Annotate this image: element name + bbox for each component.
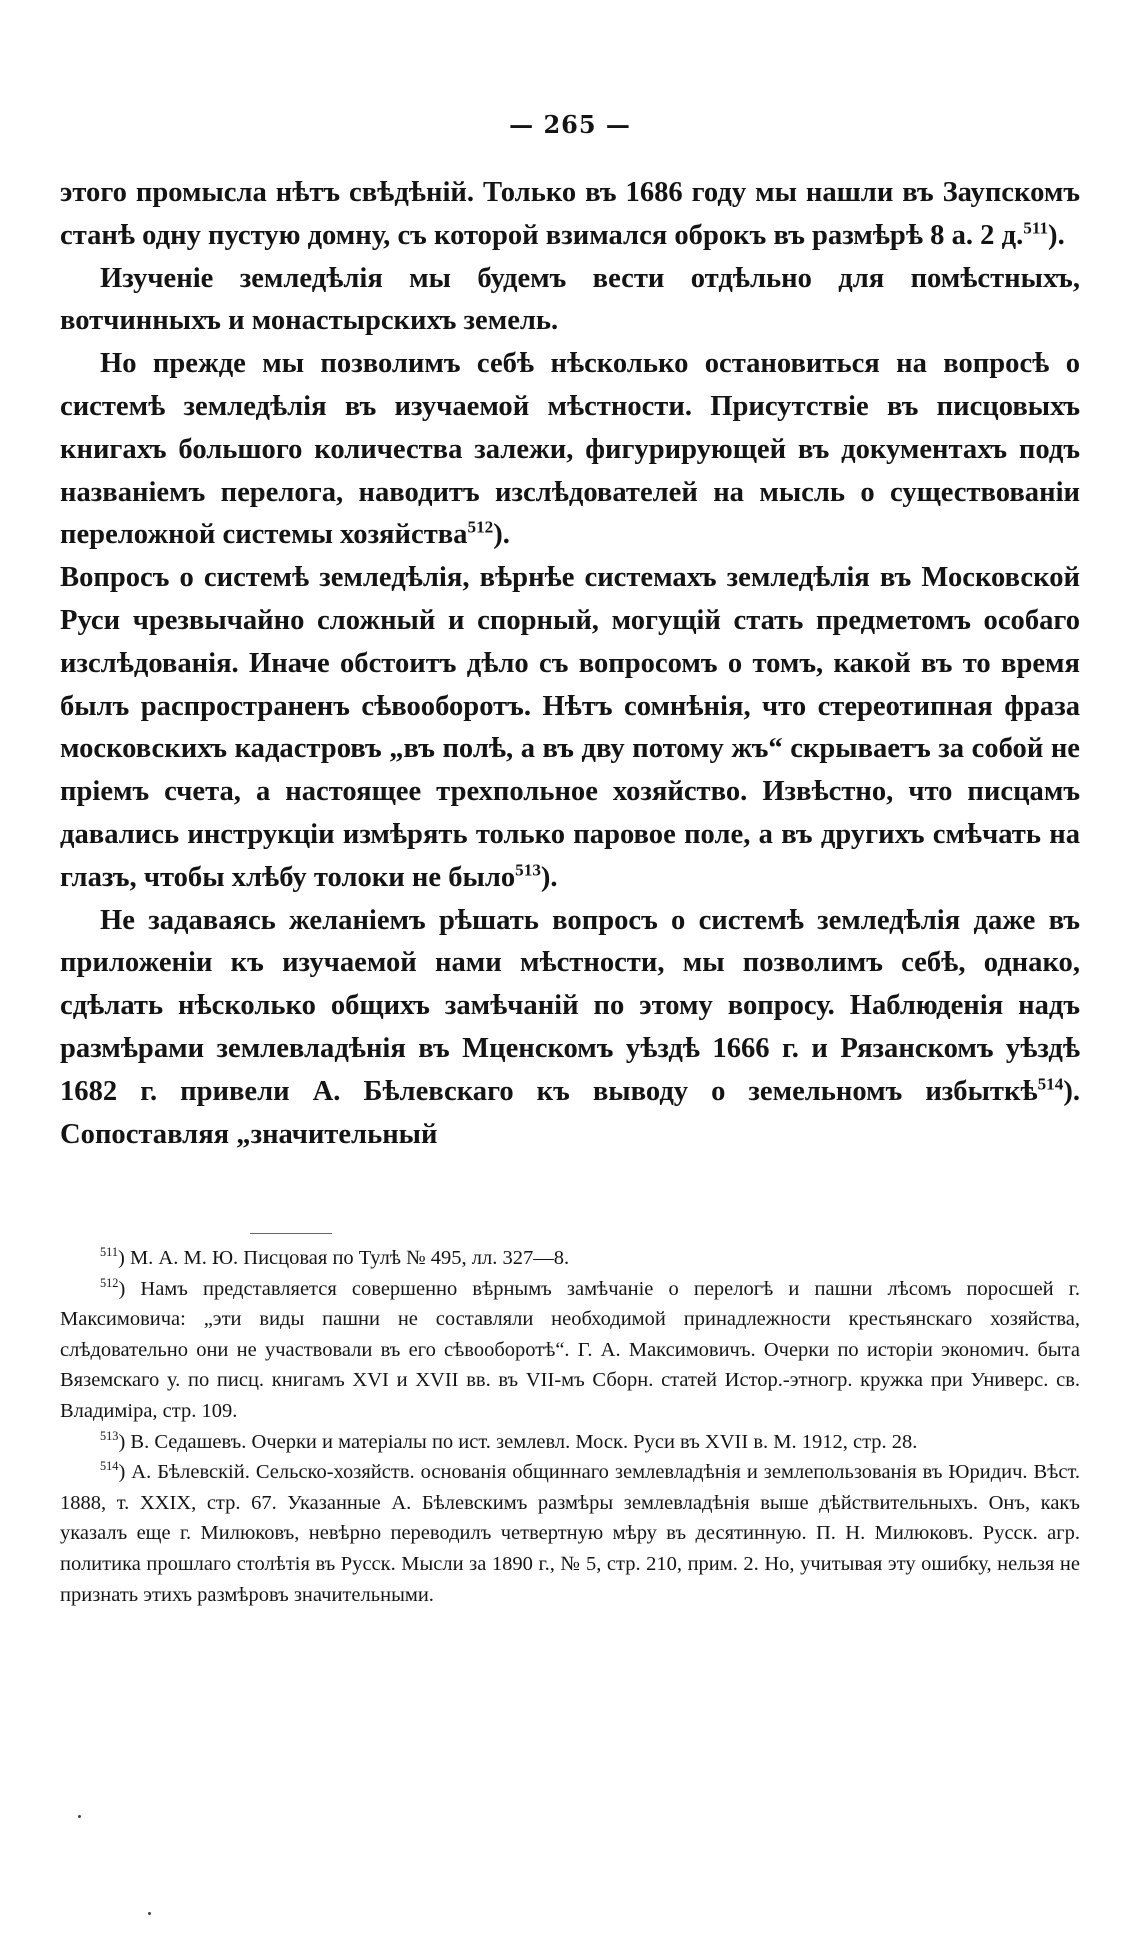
- paragraph-5: [60, 900, 1080, 1157]
- paragraph-tail: ).: [1048, 219, 1065, 251]
- paragraph-text: Но прежде мы позволимъ себѣ нѣсколько остановиться на вопросѣ о системѣ земледѣлія въ изучаемой мѣстности. Присутствіе въ писцовыхъ книгахъ большого количества залежи, фигурирующей въ документахъ подъ названіемъ перелога, наводитъ изслѣдователей на мысль о существованіи переложной системы хозяйства: [60, 348, 1080, 551]
- footnote-512: [60, 1274, 1080, 1427]
- paragraph-tail: ).: [540, 861, 558, 893]
- paragraph-tail: ). Сопоставляя „значительный: [60, 1075, 1080, 1150]
- paragraph-2: [60, 258, 1080, 344]
- footnote-511: [100, 1243, 1080, 1274]
- footnote-ref: 511: [1023, 218, 1049, 238]
- scan-speck: [78, 1815, 81, 1818]
- footnote-number: 514: [100, 1459, 119, 1474]
- footnote-number: 512: [100, 1275, 119, 1290]
- page-number: — 265 —: [509, 110, 631, 139]
- paragraph-tail: ).: [493, 519, 510, 551]
- scan-speck: [148, 1912, 151, 1915]
- paragraph-4: [60, 557, 1080, 899]
- footnote-ref: 514: [1037, 1074, 1064, 1094]
- footnote-text: ) В. Седашевъ. Очерки и матеріалы по ист. землевл. Моск. Руси въ XVII в. М. 1912, стр. 28.: [118, 1430, 918, 1453]
- paragraph-text: Изученіе земледѣлія мы будемъ вести отдѣльно для помѣстныхъ, вотчинныхъ и монастырскихъ земель.: [60, 262, 1080, 337]
- main-text: [60, 172, 1080, 1156]
- paragraph-text: этого промысла нѣтъ свѣдѣній. Только въ 1686 году мы нашли въ Заупскомъ станѣ одну пустую домну, съ которой взимался оброкъ въ размѣрѣ 8 а. 2 д.: [60, 177, 1080, 251]
- footnote-number: 513: [100, 1428, 119, 1443]
- paragraph-3: [60, 343, 1080, 557]
- footnote-divider: [250, 1233, 332, 1234]
- footnote-ref: 513: [515, 860, 541, 880]
- footnote-text: ) М. А. М. Ю. Писцовая по Тулѣ № 495, лл. 327—8.: [118, 1247, 570, 1269]
- footnotes: [60, 1243, 1080, 1610]
- footnote-text: ) А. Бѣлевскій. Сельско-хозяйств. основанія общиннаго землевладѣнія и землепользованія въ Юридич. Вѣст. 1888, т. XXIX, стр. 67. Указанные А. Бѣлевскимъ размѣры землевладѣнія выше дѣйствительныхъ. Онъ, какъ указалъ еще г. Милюковъ, невѣрно переводилъ четвертную мѣру въ десятинную. П. Н. Милюковъ. Русск. агр. политика прошлаго столѣтія въ Русск. Мысли за 1890 г., № 5, стр. 210, прим. 2. Но, учитывая эту ошибку, нельзя не признать этихъ размѣровъ значительными.: [60, 1461, 1080, 1606]
- footnote-number: 511: [100, 1245, 118, 1260]
- paragraph-text: Не задаваясь желаніемъ рѣшать вопросъ о системѣ земледѣлія даже въ приложеніи къ изучаемой нами мѣстности, мы позволимъ себѣ, однако, сдѣлать нѣсколько общихъ замѣчаній по этому вопросу. Наблюденія надъ размѣрами землевладѣнія въ Мценскомъ уѣздѣ 1666 г. и Рязанскомъ уѣздѣ 1682 г. привели А. Бѣлевскаго къ выводу о земельномъ избыткѣ: [60, 904, 1080, 1107]
- footnote-514: [60, 1457, 1080, 1610]
- footnote-513: [60, 1427, 1080, 1458]
- footnote-text: ) Намъ представляется совершенно вѣрнымъ замѣчаніе о перелогѣ и пашни лѣсомъ поросшей г. Максимовича: „эти виды пашни не составляли необходимой принадлежности крестьянскаго хозяйства, слѣдовательно они не участвовали въ его сѣвооборотѣ“. Г. А. Максимовичъ. Очерки по исторіи экономич. быта Вяземскаго у. по писц. книгамъ XVI и XVII вв. въ VII-мъ Сборн. статей Истор.-этногр. кружка при Универс. св. Владиміра, стр. 109.: [60, 1277, 1080, 1422]
- paragraph-1: [60, 172, 1080, 258]
- paragraph-text: Вопросъ о системѣ земледѣлія, вѣрнѣе системахъ земледѣлія въ Московской Руси чрезвычайно сложный и спорный, могущій стать предметомъ особаго изслѣдованія. Иначе обстоитъ дѣло съ вопросомъ о томъ, какой въ то время былъ распространенъ сѣвооборотъ. Нѣтъ сомнѣнія, что стереотипная фраза московскихъ кадастровъ „въ полѣ, а въ дву потому жъ“ скрываетъ за собой не пріемъ счета, а настоящее трехпольное хозяйство. Извѣстно, что писцамъ давались инструкціи измѣрять только паровое поле, а въ другихъ смѣчать на глазъ, чтобы хлѣбу толоки не было: [60, 562, 1080, 893]
- footnote-ref: 512: [467, 517, 494, 537]
